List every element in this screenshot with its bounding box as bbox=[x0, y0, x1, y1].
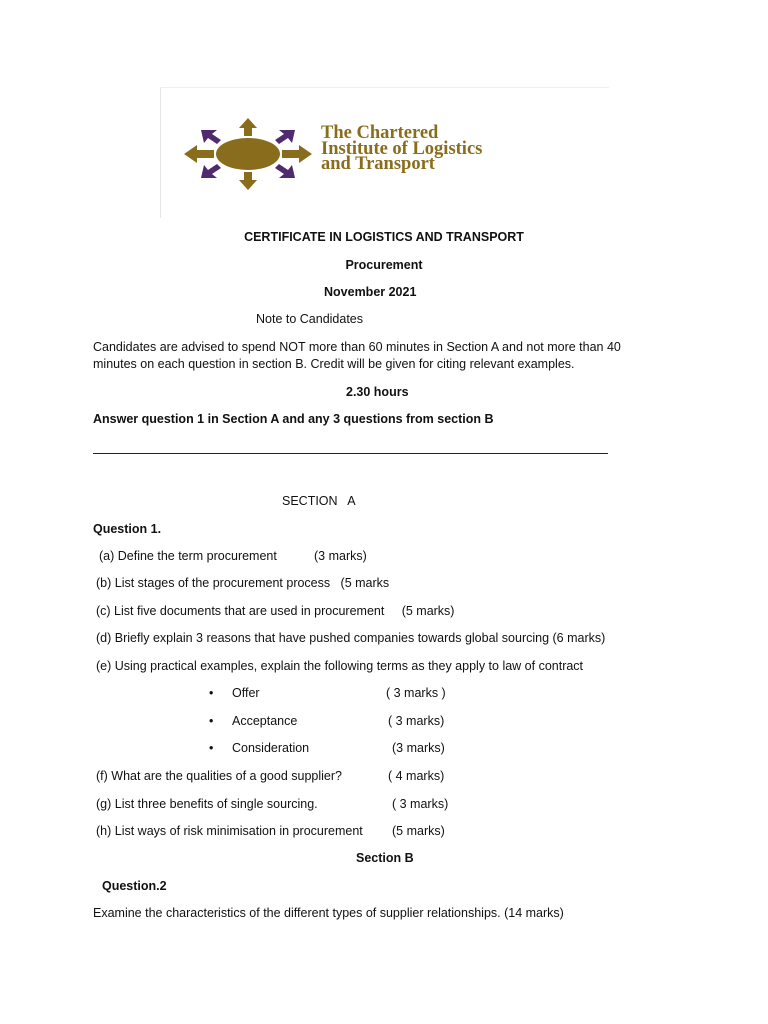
compass-arrows-icon bbox=[183, 118, 313, 190]
exam-duration: 2.30 hours bbox=[346, 385, 409, 399]
logo-wordmark bbox=[321, 123, 483, 174]
exam-instructions: Answer question 1 in Section A and any 3 questions from section B bbox=[93, 412, 494, 426]
list-item bbox=[209, 685, 213, 701]
bullet-icon: • bbox=[209, 741, 214, 755]
question-2-text: Examine the characteristics of the different types of supplier relationships. (14 marks) bbox=[93, 906, 564, 920]
subject-title: Procurement bbox=[345, 258, 423, 272]
section-a-heading: SECTION A bbox=[282, 494, 356, 508]
question-1g-marks: ( 3 marks) bbox=[392, 797, 449, 811]
bullet-marks-offer: ( 3 marks ) bbox=[386, 686, 446, 700]
question-1a-marks: (3 marks) bbox=[314, 549, 367, 563]
question-1f-marks: ( 4 marks) bbox=[388, 769, 445, 783]
question-1e: (e) Using practical examples, explain the following terms as they apply to law of contract bbox=[96, 659, 584, 673]
question-1c: (c) List five documents that are used in procurement (5 marks) bbox=[96, 604, 455, 618]
bullet-term-offer: Offer bbox=[232, 686, 260, 700]
bullet-marks-acceptance: ( 3 marks) bbox=[388, 714, 445, 728]
question-1-title: Question 1. bbox=[93, 522, 162, 536]
note-heading: Note to Candidates bbox=[256, 312, 364, 326]
question-1b: (b) List stages of the procurement process (5 marks bbox=[96, 576, 390, 590]
divider-line bbox=[93, 453, 608, 454]
list-item bbox=[209, 713, 213, 729]
bullet-marks-consideration: (3 marks) bbox=[392, 741, 445, 755]
question-1h-marks: (5 marks) bbox=[392, 824, 445, 838]
question-1a: (a) Define the term procurement bbox=[99, 549, 277, 563]
question-1d: (d) Briefly explain 3 reasons that have pushed companies towards global sourcing (6 marks) bbox=[96, 631, 606, 645]
bullet-term-acceptance: Acceptance bbox=[232, 714, 298, 728]
note-line-1: Candidates are advised to spend NOT more than 60 minutes in Section A and not more than 40 bbox=[93, 340, 621, 354]
institute-logo bbox=[160, 87, 609, 218]
bullet-term-consideration: Consideration bbox=[232, 741, 310, 755]
logo-line-2: Institute of Logistics bbox=[321, 138, 483, 159]
exam-date: November 2021 bbox=[324, 285, 417, 299]
bullet-icon: • bbox=[209, 686, 214, 700]
question-1g: (g) List three benefits of single sourcing. bbox=[96, 797, 318, 811]
question-1f: (f) What are the qualities of a good supplier? bbox=[96, 769, 342, 783]
note-line-2: minutes on each question in section B. Credit will be given for citing relevant examples. bbox=[93, 357, 575, 371]
list-item bbox=[209, 740, 213, 756]
logo-line-3: and Transport bbox=[321, 154, 435, 174]
certificate-title: CERTIFICATE IN LOGISTICS AND TRANSPORT bbox=[244, 230, 524, 244]
logo-line-1: The Chartered bbox=[321, 123, 439, 143]
question-2-title: Question.2 bbox=[102, 879, 167, 893]
section-b-heading: Section B bbox=[356, 851, 414, 865]
question-1h: (h) List ways of risk minimisation in procurement bbox=[96, 824, 363, 838]
bullet-icon: • bbox=[209, 714, 214, 728]
